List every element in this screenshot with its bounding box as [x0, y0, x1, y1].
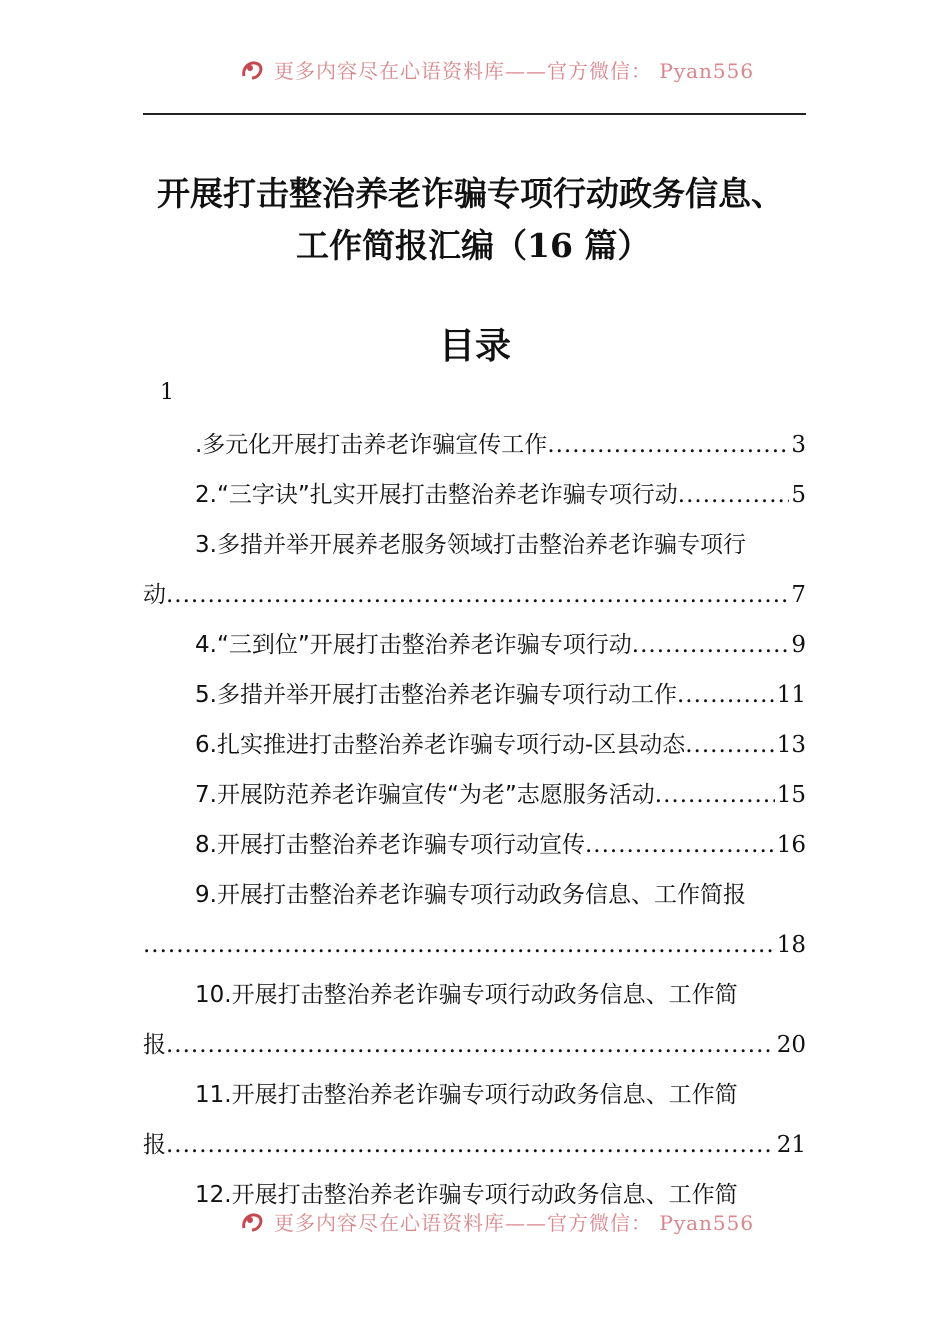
- toc-entry-title: 3.多措并举开展养老服务领域打击整治养老诈骗专项行: [195, 532, 746, 558]
- toc-leader-dots: [655, 770, 775, 820]
- watermark-text: 更多内容尽在心语资料库——官方微信： Pyan556: [274, 1210, 755, 1235]
- toc-leader-dots: [678, 470, 790, 520]
- watermark-top: [240, 54, 800, 84]
- toc-entry-page: 15: [776, 782, 806, 808]
- toc-leader-dots: [677, 670, 775, 720]
- toc-entry-page: 16: [776, 832, 806, 858]
- toc-leader-dots: [685, 720, 774, 770]
- header-rule: [143, 113, 806, 115]
- toc-entry-page: 9: [791, 632, 806, 658]
- title-line-1: 开展打击整治养老诈骗专项行动政务信息、: [157, 174, 784, 213]
- toc-leader-dots: [632, 620, 790, 670]
- toc-entry[interactable]: [143, 1070, 806, 1120]
- toc-leader-dots: [547, 420, 789, 470]
- toc-entry[interactable]: [143, 520, 806, 570]
- toc-entry[interactable]: [143, 470, 806, 520]
- toc-entry-title: 9.开展打击整治养老诈骗专项行动政务信息、工作简报: [195, 882, 746, 908]
- toc-entry-title: 2.“三字诀”扎实开展打击整治养老诈骗专项行动: [195, 482, 678, 508]
- stray-number: 1: [160, 380, 174, 405]
- toc-leader-dots: [585, 820, 775, 870]
- toc-entry-title: 12.开展打击整治养老诈骗专项行动政务信息、工作简: [195, 1182, 738, 1208]
- watermark-text: 更多内容尽在心语资料库——官方微信： Pyan556: [274, 58, 755, 83]
- toc-entry-page: 20: [776, 1032, 806, 1058]
- toc-leader-dots: [143, 920, 775, 970]
- toc-heading: 目录: [438, 325, 511, 367]
- toc-entry-title: 6.扎实推进打击整治养老诈骗专项行动-区县动态: [195, 732, 686, 758]
- toc-entry[interactable]: [143, 970, 806, 1020]
- toc-entry[interactable]: [143, 870, 806, 920]
- toc-entry-title: 7.开展防范养老诈骗宣传“为老”志愿服务活动: [195, 782, 655, 808]
- document-title: [143, 168, 823, 272]
- toc-entry[interactable]: [143, 820, 806, 870]
- toc-entry-title-cont: 报: [143, 1132, 166, 1158]
- toc-entry-title: 5.多措并举开展打击整治养老诈骗专项行动工作: [195, 682, 677, 708]
- toc-entry-page: 5: [791, 482, 806, 508]
- toc-entry-title: 8.开展打击整治养老诈骗专项行动宣传: [195, 832, 585, 858]
- toc-entry-page: 11: [776, 682, 806, 708]
- toc-leader-dots: [166, 1020, 775, 1070]
- table-of-contents: [143, 420, 806, 1220]
- toc-entry-title-cont: 动: [143, 582, 166, 608]
- toc-entry[interactable]: [143, 620, 806, 670]
- toc-entry-page: 3: [791, 432, 806, 458]
- toc-leader-dots: [166, 1120, 775, 1170]
- toc-entry-continuation[interactable]: [143, 570, 806, 620]
- toc-entry-title-cont: 报: [143, 1032, 166, 1058]
- toc-entry[interactable]: [143, 420, 806, 470]
- toc-entry-continuation[interactable]: [143, 1120, 806, 1170]
- brand-logo-icon: [240, 1208, 266, 1234]
- toc-entry-title: .多元化开展打击养老诈骗宣传工作: [195, 432, 548, 458]
- toc-entry[interactable]: [143, 770, 806, 820]
- toc-entry-continuation[interactable]: [143, 1020, 806, 1070]
- toc-entry-title: 10.开展打击整治养老诈骗专项行动政务信息、工作简: [195, 982, 738, 1008]
- title-line-2: 工作简报汇编（16 篇）: [296, 226, 651, 265]
- toc-entry[interactable]: [143, 720, 806, 770]
- toc-entry-page: 21: [776, 1132, 806, 1158]
- toc-entry-title: 11.开展打击整治养老诈骗专项行动政务信息、工作简: [195, 1082, 738, 1108]
- toc-leader-dots: [166, 570, 789, 620]
- toc-entry-page: 18: [776, 932, 806, 958]
- toc-entry-page: 13: [776, 732, 806, 758]
- toc-entry-title: 4.“三到位”开展打击整治养老诈骗专项行动: [195, 632, 632, 658]
- toc-entry-page: 7: [791, 582, 806, 608]
- toc-entry[interactable]: [143, 670, 806, 720]
- brand-logo-icon: [240, 56, 266, 82]
- watermark-bottom: [240, 1206, 800, 1236]
- toc-entry-continuation[interactable]: [143, 920, 806, 970]
